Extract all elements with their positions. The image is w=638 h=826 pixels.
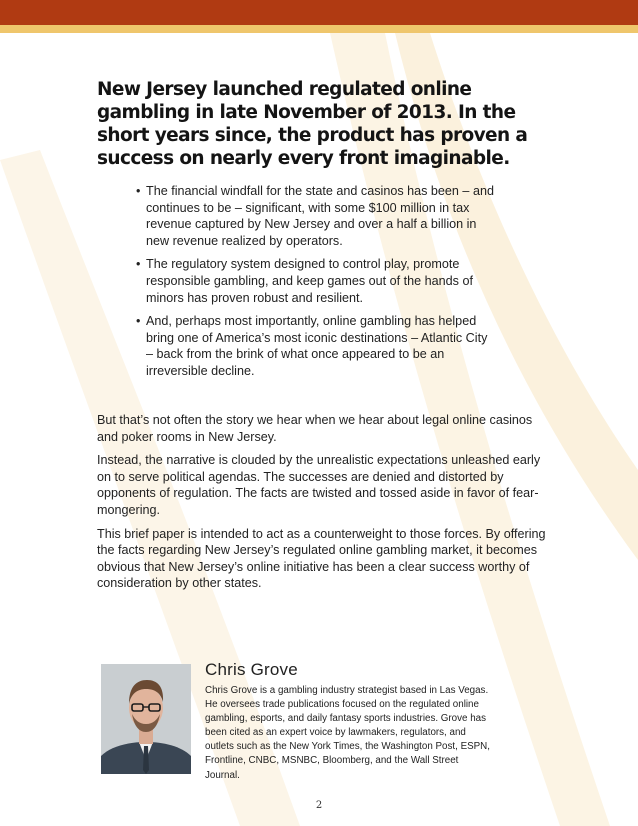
body-text (97, 412, 547, 599)
author-bio: Chris Grove is a gambling industry strategist based in Las Vegas. He oversees trade publications focused on the regulated online gambling, esports, and daily fantasy sports industries. Grove has been cited as an expert voice by lawmakers, regulators, and outlets such as the New York Times, the Washington Post, ESPN, Frontline, CNBC, MSNBC, Bloomberg, and the Wall Street Journal. (205, 685, 490, 781)
paragraph: This brief paper is intended to act as a counterweight to those forces. By offering the facts regarding New Jersey’s regulated online gambling market, it becomes obvious that New Jersey’s online initiative has been a clear success worthy of consideration by other states. (97, 526, 546, 591)
author-name: Chris Grove (205, 660, 298, 679)
paragraph: But that’s not often the story we hear when we hear about legal online casinos and poker rooms in New Jersey. (97, 413, 533, 444)
bullet-item (136, 256, 496, 306)
bullet-list (136, 183, 496, 387)
bullet-icon: • (136, 184, 141, 198)
author-photo (101, 664, 191, 774)
bullet-text: And, perhaps most importantly, online gambling has helped bring one of America’s most iconic destinations – Atlantic City – back from the brink of what once appeared to be an irreversible decline. (146, 314, 488, 378)
page-number: 2 (315, 800, 323, 811)
bullet-icon: • (136, 257, 141, 272)
bullet-icon: • (136, 314, 141, 329)
paragraph: Instead, the narrative is clouded by the unrealistic expectations unleashed early on to serve political agendas. The successes are denied and distorted by opponents of regulation. The facts are twisted and tossed aside in favor of fear-mongering. (97, 453, 541, 517)
bullet-text: The regulatory system designed to control play, promote responsible gambling, and keep games out of the hands of minors has proven robust and resilient. (146, 257, 473, 305)
bullet-item (136, 313, 496, 379)
bullet-item (136, 183, 496, 249)
headline: New Jersey launched regulated online gambling in late November of 2013. In the short years since, the product has proven a success on nearly every front imaginable. (97, 79, 528, 169)
bullet-text: The financial windfall for the state and casinos has been – and continues to be – significant, with some $100 million in tax revenue captured by New Jersey and over a half a billion in new revenue realized by operators. (146, 184, 494, 248)
